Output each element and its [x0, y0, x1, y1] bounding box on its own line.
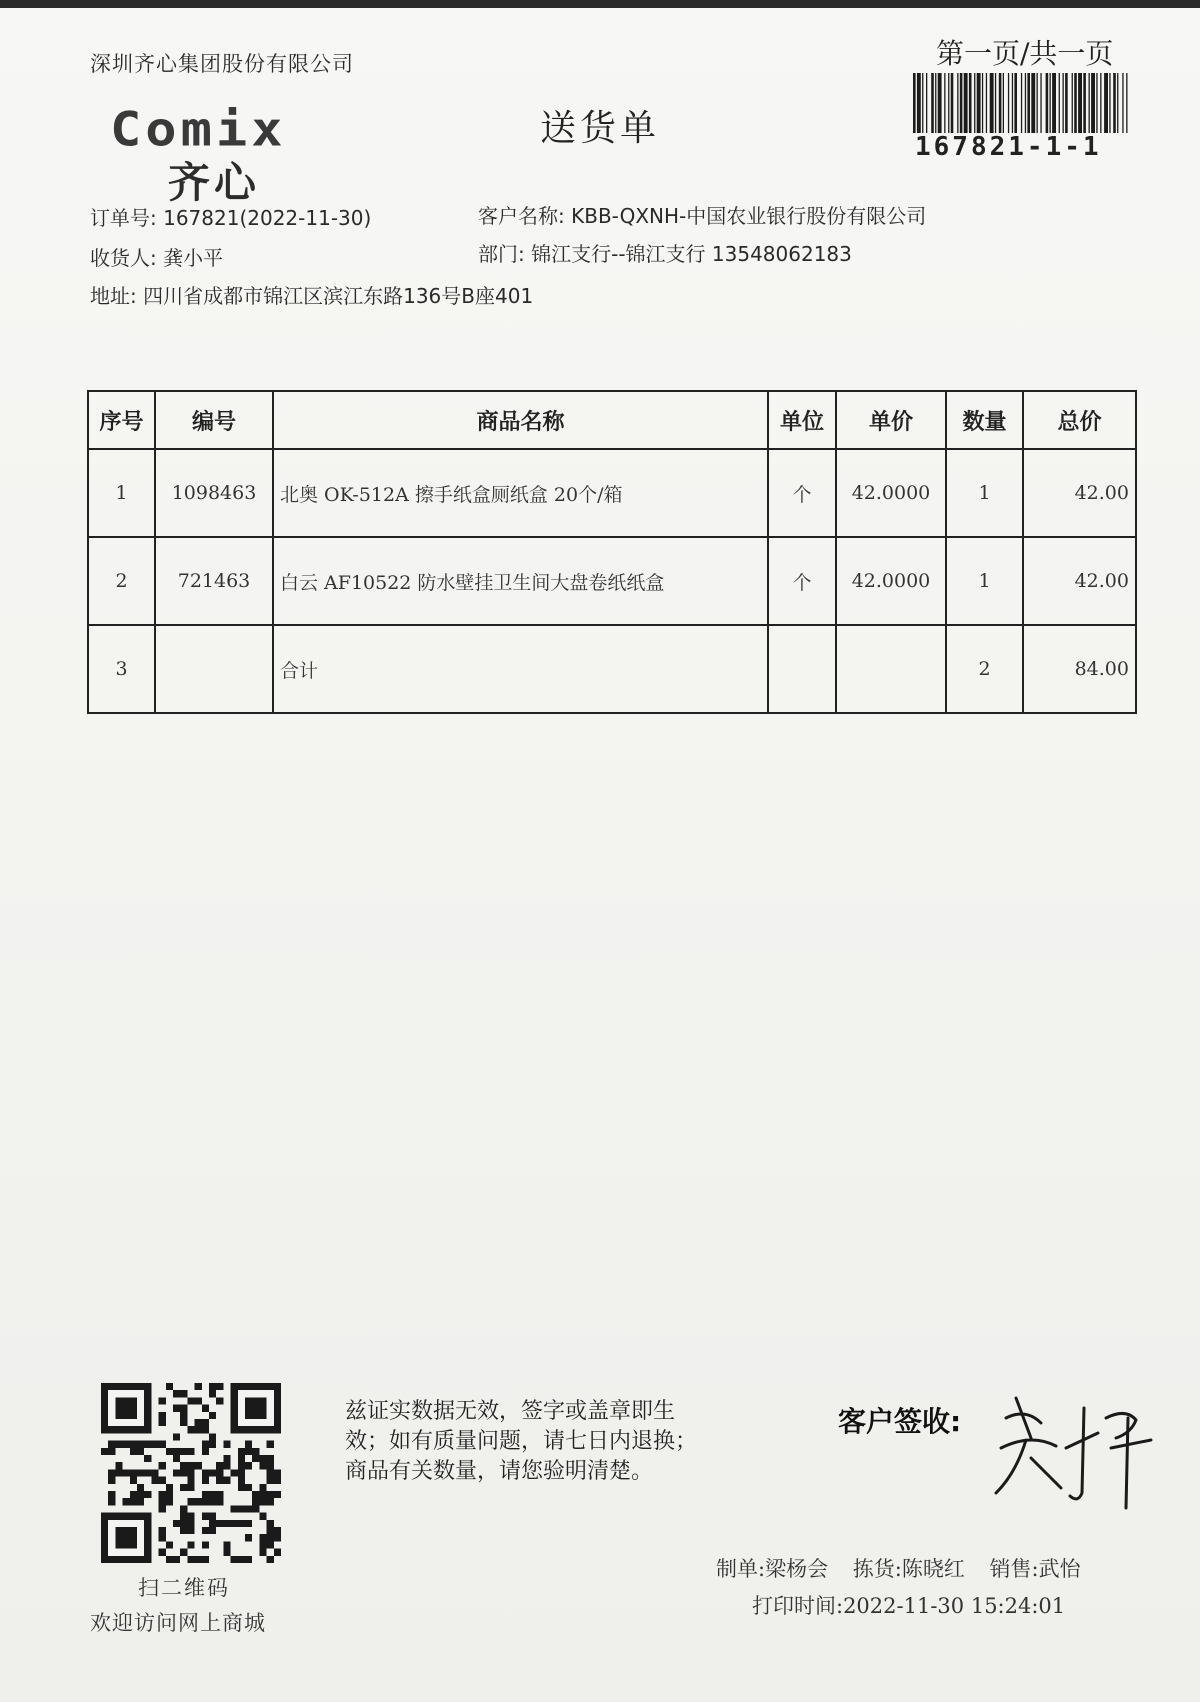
- maker-name: 制单:梁杨会: [716, 1557, 829, 1581]
- cell-seq: 3: [88, 625, 155, 713]
- staff-info: [716, 1553, 1099, 1583]
- order-number-value: 167821(2022-11-30): [163, 206, 372, 230]
- cell-total: 42.00: [1023, 449, 1136, 537]
- header-code: 编号: [155, 391, 273, 449]
- comix-logo-text: Comix: [110, 103, 287, 157]
- department-field: [478, 238, 852, 267]
- page-info: 第一页/共一页: [936, 37, 1114, 70]
- cell-code: [155, 625, 273, 713]
- cell-seq: 2: [88, 537, 155, 625]
- address-value: 四川省成都市锦江区滨江东路136号B座401: [143, 284, 534, 308]
- cell-code: 1098463: [155, 449, 273, 537]
- table-row-summary: [88, 625, 1136, 713]
- barcode-icon: [913, 73, 1128, 133]
- notice-text: [345, 1397, 755, 1487]
- items-table: [87, 390, 1137, 714]
- qr-caption-welcome: 欢迎访问网上商城: [90, 1611, 266, 1635]
- sales-name: 销售:武怡: [989, 1557, 1081, 1581]
- cell-unit-price: [836, 625, 946, 713]
- notice-line: 商品有关数量，请您验明清楚。: [345, 1459, 654, 1484]
- customer-name-field: [478, 200, 926, 229]
- order-number-label: 订单号:: [90, 206, 157, 230]
- picker-name: 拣货:陈晓红: [852, 1557, 965, 1581]
- scan-top-edge: [0, 0, 1200, 8]
- receiver-label: 收货人:: [90, 246, 157, 270]
- customer-sign-label: 客户签收:: [838, 1405, 962, 1438]
- header-seq: 序号: [88, 391, 155, 449]
- cell-quantity: 2: [946, 625, 1023, 713]
- customer-name-value: KBB-QXNH-中国农业银行股份有限公司: [571, 204, 927, 228]
- print-time: 打印时间:2022-11-30 15:24:01: [752, 1594, 1066, 1618]
- cell-unit: [768, 625, 836, 713]
- cell-unit-price: 42.0000: [836, 449, 946, 537]
- comix-logo-chinese: 齐心: [168, 158, 261, 207]
- cell-quantity: 1: [946, 537, 1023, 625]
- qr-caption-scan: 扫二维码: [138, 1576, 230, 1600]
- company-name: 深圳齐心集团股份有限公司: [90, 52, 354, 76]
- header-unit-price: 单价: [836, 391, 946, 449]
- cell-unit: 个: [768, 537, 836, 625]
- header-total: 总价: [1023, 391, 1136, 449]
- header-unit: 单位: [768, 391, 836, 449]
- cell-product-name: 合计: [273, 625, 768, 713]
- notice-line: 效；如有质量问题，请七日内退换；: [345, 1429, 698, 1454]
- document-title: 送货单: [540, 108, 661, 149]
- header-quantity: 数量: [946, 391, 1023, 449]
- table-row: [88, 449, 1136, 537]
- table-header-row: [88, 391, 1136, 449]
- department-label: 部门:: [478, 242, 525, 266]
- cell-total: 42.00: [1023, 537, 1136, 625]
- qr-code-icon: [101, 1383, 281, 1563]
- cell-product-name: 白云 AF10522 防水壁挂卫生间大盘卷纸纸盒: [273, 537, 768, 625]
- receiver-field: [90, 242, 223, 271]
- cell-product-name: 北奥 OK-512A 擦手纸盒厕纸盒 20个/箱: [273, 449, 768, 537]
- handwritten-signature: [986, 1378, 1161, 1518]
- order-number-field: [90, 202, 371, 231]
- notice-line: 兹证实数据无效，签字或盖章即生: [345, 1399, 676, 1424]
- department-value: 锦江支行--锦江支行 13548062183: [531, 242, 852, 266]
- address-label: 地址:: [90, 284, 137, 308]
- address-field: [90, 280, 533, 309]
- cell-code: 721463: [155, 537, 273, 625]
- cell-unit-price: 42.0000: [836, 537, 946, 625]
- barcode-number: 167821-1-1: [915, 132, 1102, 162]
- receiver-value: 龚小平: [163, 246, 224, 270]
- cell-seq: 1: [88, 449, 155, 537]
- cell-total: 84.00: [1023, 625, 1136, 713]
- table-row: [88, 537, 1136, 625]
- cell-quantity: 1: [946, 449, 1023, 537]
- cell-unit: 个: [768, 449, 836, 537]
- customer-name-label: 客户名称:: [478, 204, 565, 228]
- header-product-name: 商品名称: [273, 391, 768, 449]
